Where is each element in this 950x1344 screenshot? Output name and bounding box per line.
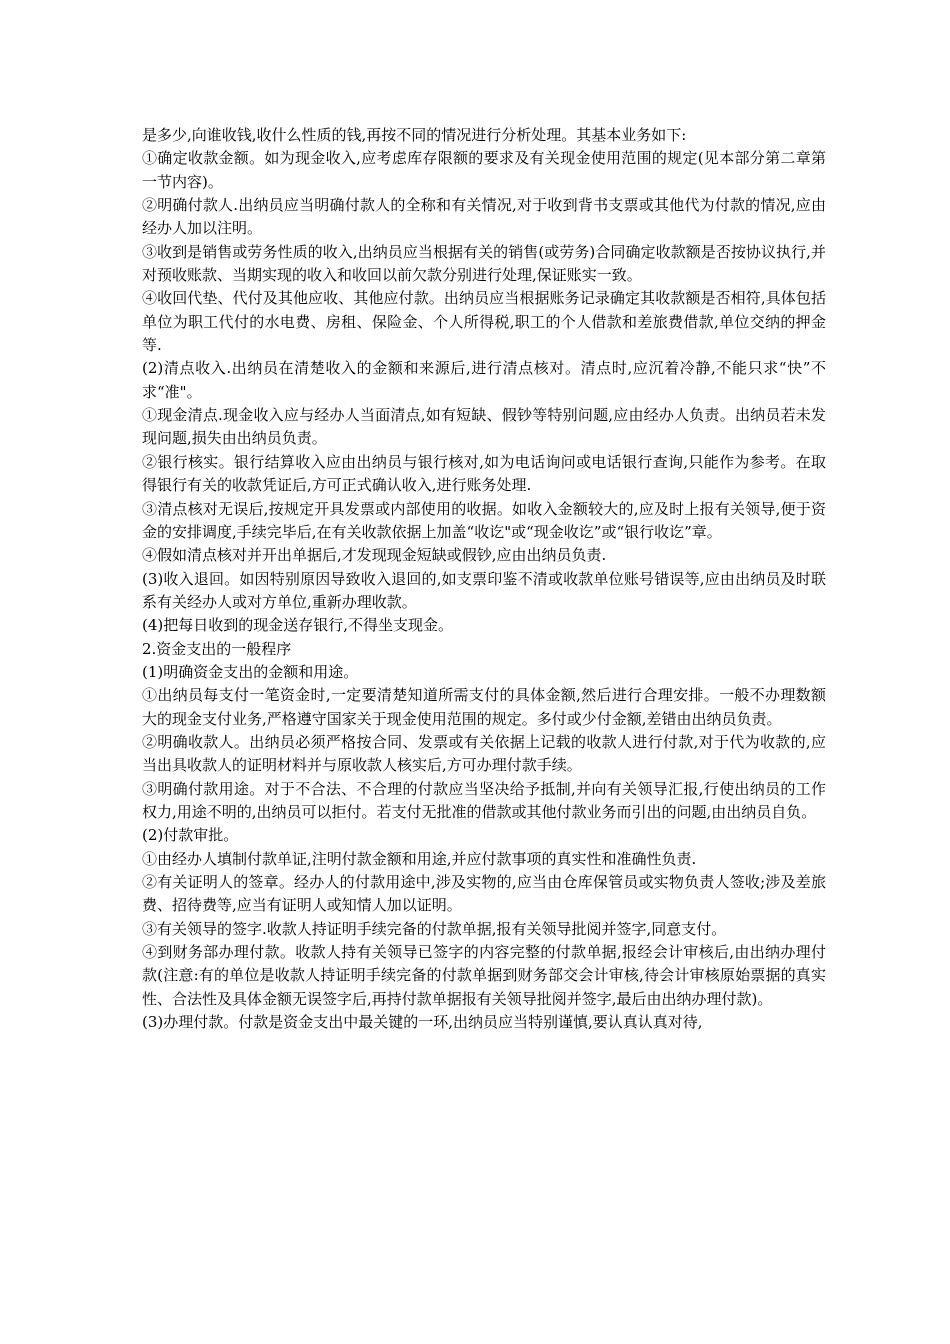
paragraph-18: (2)付款审批。 <box>142 826 239 845</box>
paragraph-17: ③明确付款用途。对于不合法、不合理的付款应当坚决给予抵制,并向有关领导汇报,行使出纳员的工作权力,用途不明的,出纳员可以拒付。若支付无批准的借款或其他付款业务而引出的问题,由出纳员自负。 <box>142 779 826 821</box>
paragraph-11: (3)收入退回。如因特别原因导致收入退回的,如支票印鉴不清或收款单位账号错误等,应由出纳员及时联系有关经办人或对方单位,重新办理收款。 <box>142 569 826 611</box>
paragraph-15: ①出纳员每支付一笔资金时,一定要清楚知道所需支付的具体金额,然后进行合理安排。一般不办理数额大的现金支付业务,严格遵守国家关于现金使用范围的规定。多付或少付金额,差错由出纳员负责。 <box>142 686 826 728</box>
paragraph-5: ④收回代垫、代付及其他应收、其他应付款。出纳员应当根据账务记录确定其收款额是否相符,具体包括单位为职工代付的水电费、房租、保险金、个人所得税,职工的个人借款和差旅费借款,单位交纳的押金等. <box>142 289 826 355</box>
section-heading: 2.资金支出的一般程序 <box>142 639 292 658</box>
paragraph-22: ④到财务部办理付款。收款人持有关领导已签字的内容完整的付款单据,报经会计审核后,由出纳办理付款(注意:有的单位是收款人持证明手续完备的付款单据到财务部交会计审核,待会计审核原始票据的真实性、合法性及具体金额无误签字后,再持付款单据报有关领导批阅并签字,最后由出纳办理付款)。 <box>142 943 826 1008</box>
paragraph-23: (3)办理付款。付款是资金支出中最关键的一环,出纳员应当特别谨慎,要认真认真对待, <box>142 1013 703 1032</box>
paragraph-3: ②明确付款人.出纳员应当明确付款人的全称和有关情况,对于收到背书支票或其他代为付款的情况,应由经办人加以注明。 <box>142 196 826 238</box>
paragraph-6: (2)清点收入.出纳员在清楚收入的金额和来源后,进行清点核对。清点时,应沉着冷静,不能只求“快”不求“准"。 <box>142 359 826 401</box>
document-page <box>142 124 826 1034</box>
paragraph-9: ③清点核对无误后,按规定开具发票或内部使用的收据。如收入金额较大的,应及时上报有关领导,便于资金的安排调度,手续完毕后,在有关收款依据上加盖“收讫"或“现金收讫”或“银行收讫”章。 <box>142 499 826 541</box>
paragraph-21: ③有关领导的签字.收款人持证明手续完备的付款单据,报有关领导批阅并签字,同意支付。 <box>142 919 727 938</box>
paragraph-14: (1)明确资金支出的金额和用途。 <box>142 662 359 681</box>
paragraph-10: ④假如清点核对并开出单据后,才发现现金短缺或假钞,应由出纳员负责. <box>142 546 607 565</box>
paragraph-12: (4)把每日收到的现金送存银行,不得坐支现金。 <box>142 616 454 635</box>
paragraph-4: ③收到是销售或劳务性质的收入,出纳员应当根据有关的销售(或劳务)合同确定收款额是否按协议执行,并对预收账款、当期实现的收入和收回以前欠款分别进行处理,保证账实一致。 <box>142 242 826 285</box>
paragraph-8: ②银行核实。银行结算收入应由出纳员与银行核对,如为电话询问或电话银行查询,只能作为参考。在取得银行有关的收款凭证后,方可正式确认收入,进行账务处理. <box>142 452 826 495</box>
paragraph-7: ①现金清点.现金收入应与经办人当面清点,如有短缺、假钞等特别问题,应由经办人负责。出纳员若未发现问题,损失由出纳员负责。 <box>142 406 826 448</box>
paragraph-16: ②明确收款人。出纳员必须严格按合同、发票或有关依据上记载的收款人进行付款,对于代为收款的,应当出具收款人的证明材料并与原收款人核实后,方可办理付款手续。 <box>142 732 826 775</box>
paragraph-1: 是多少,向谁收钱,收什么性质的钱,再按不同的情况进行分析处理。其基本业务如下: <box>142 126 687 144</box>
paragraph-19: ①由经办人填制付款单证,注明付款金额和用途,并应付款事项的真实性和准确性负责. <box>142 849 697 868</box>
paragraph-2: ①确定收款金额。如为现金收入,应考虑库存限额的要求及有关现金使用范围的规定(见本部分第二章第一节内容)。 <box>142 149 826 191</box>
paragraph-20: ②有关证明人的签章。经办人的付款用途中,涉及实物的,应当由仓库保管员或实物负责人签收;涉及差旅费、招待费等,应当有证明人或知情人加以证明。 <box>142 873 826 915</box>
